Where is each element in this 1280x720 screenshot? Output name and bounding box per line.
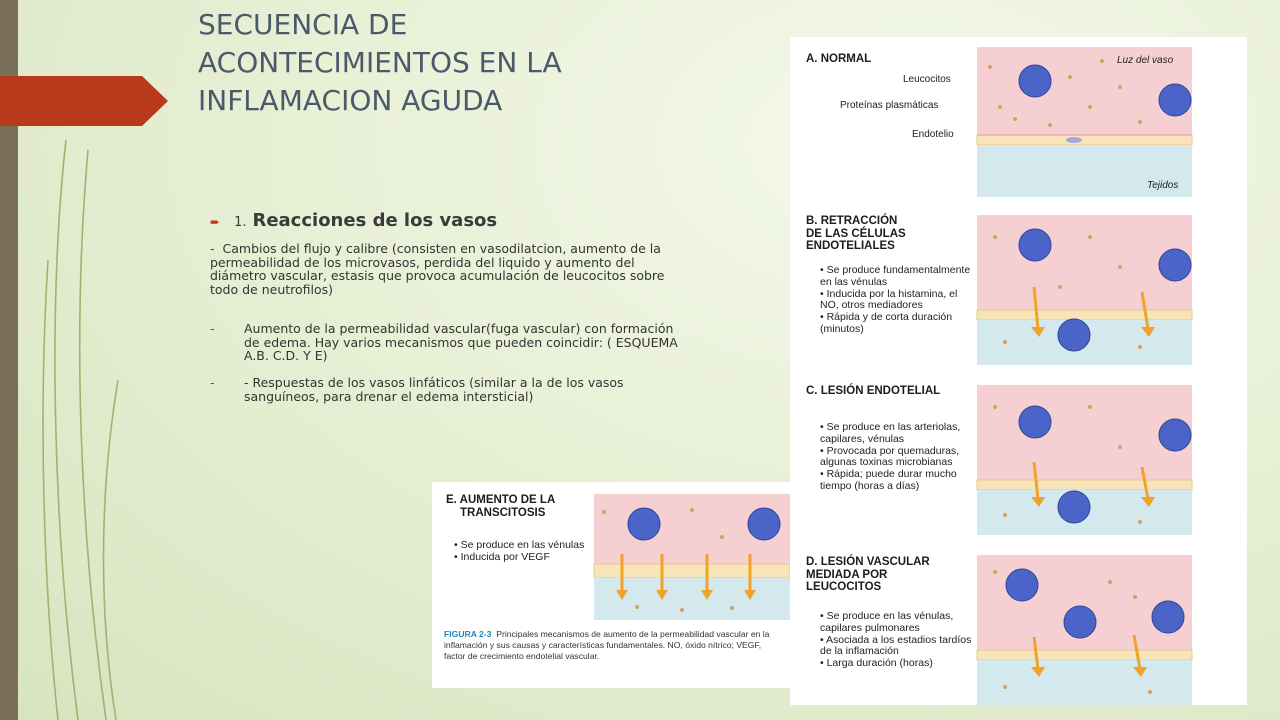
- title-accent-arrow: [0, 76, 168, 126]
- figure-caption: [444, 629, 784, 662]
- caption-text: Principales mecanismos de aumento de la permeabilidad vascular en la inflamación y sus causas y características fundamentales. NO, óxido nítrico; VEGF, factor de crecimiento endotelial vascular.: [444, 629, 770, 661]
- panel-c-item: • Se produce en las arteriolas, capilares, vénulas: [820, 422, 980, 446]
- panel-d-title: [806, 556, 930, 594]
- figure-panels-a-d: [790, 37, 1247, 705]
- vessel-illustrations: [790, 37, 1247, 705]
- label-endotelio: Endotelio: [912, 129, 954, 140]
- panel-d-title-line: LEUCOCITOS: [806, 581, 882, 593]
- sub-item-dash: -: [210, 375, 215, 390]
- panel-e-item: • Se produce en las vénulas: [454, 540, 594, 552]
- sub-item-dash: -: [210, 241, 215, 256]
- panel-b-item: • Rápida y de corta duración (minutos): [820, 312, 975, 336]
- panel-b-title: [806, 215, 906, 253]
- panel-d-title-line: D. LESIÓN VASCULAR: [806, 556, 930, 568]
- bullet-heading: Reacciones de los vasos: [252, 210, 498, 231]
- panel-e-title-line: E. AUMENTO DE LA: [446, 494, 556, 506]
- panel-e-title: [446, 494, 555, 519]
- label-proteinas: Proteínas plasmáticas: [840, 100, 939, 111]
- panel-b-item: • Se produce fundamentalmente en las vénulas: [820, 265, 975, 289]
- panel-c-item: • Provocada por quemaduras, algunas toxinas microbianas: [820, 446, 980, 470]
- panel-e-title-line: TRANSCITOSIS: [460, 506, 546, 519]
- panel-e-item: • Inducida por VEGF: [454, 552, 594, 564]
- panel-b-title-line: B. RETRACCIÓN: [806, 215, 898, 227]
- sub-item-3: [210, 376, 680, 403]
- panel-d-item: • Asociada a los estadios tardíos de la inflamación: [820, 635, 980, 659]
- label-leucocitos: Leucocitos: [903, 74, 951, 85]
- panel-d-title-line: MEDIADA POR: [806, 568, 888, 581]
- label-tejidos: Tejidos: [1147, 180, 1179, 191]
- panel-c-list: [820, 422, 980, 493]
- panel-c-item: • Rápida; puede durar mucho tiempo (horas a días): [820, 469, 980, 493]
- panel-d-list: [820, 611, 980, 670]
- main-bullet: [210, 210, 497, 231]
- panel-a-title: A. NORMAL: [806, 53, 872, 65]
- panel-c-title: C. LESIÓN ENDOTELIAL: [806, 385, 941, 397]
- panel-e-list: [454, 540, 594, 564]
- figure-panel-e: [432, 482, 790, 688]
- panel-b-item: • Inducida por la histamina, el NO, otros mediadores: [820, 289, 975, 313]
- sub-item-1: [210, 242, 680, 296]
- panel-d-item: • Se produce en las vénulas, capilares pulmonares: [820, 611, 980, 635]
- panel-b-title-line: DE LAS CÉLULAS: [806, 227, 906, 240]
- caption-label: FIGURA 2-3: [444, 629, 492, 639]
- sub-item-text: Aumento de la permeabilidad vascular(fuga vascular) con formación de edema. Hay varios mecanismos que pueden coincidir: ( ESQUEMA A.B. C.D. Y E): [244, 321, 678, 364]
- bullet-number: 1.: [234, 215, 247, 230]
- arrow-bullet-icon: ➨: [210, 215, 221, 229]
- sub-item-2: [210, 322, 680, 363]
- panel-b-list: [820, 265, 975, 336]
- slide-title: SECUENCIA DE ACONTECIMIENTOS EN LA INFLAMACION AGUDA: [198, 8, 562, 117]
- sub-item-text: - Respuestas de los vasos linfáticos (similar a la de los vasos sanguíneos, para drenar el edema intersticial): [244, 375, 624, 404]
- panel-b-title-line: ENDOTELIALES: [806, 240, 895, 252]
- panel-d-item: • Larga duración (horas): [820, 658, 980, 670]
- sub-item-dash: -: [210, 321, 215, 336]
- sub-item-text: Cambios del flujo y calibre (consisten en vasodilatcion, aumento de la permeabilidad de los microvasos, perdida del liquido y aumento del diámetro vascular, estasis que provoca acumulación de leucocitos sobre todo de neutrofilos): [210, 241, 665, 297]
- label-luz-del-vaso: Luz del vaso: [1117, 55, 1174, 66]
